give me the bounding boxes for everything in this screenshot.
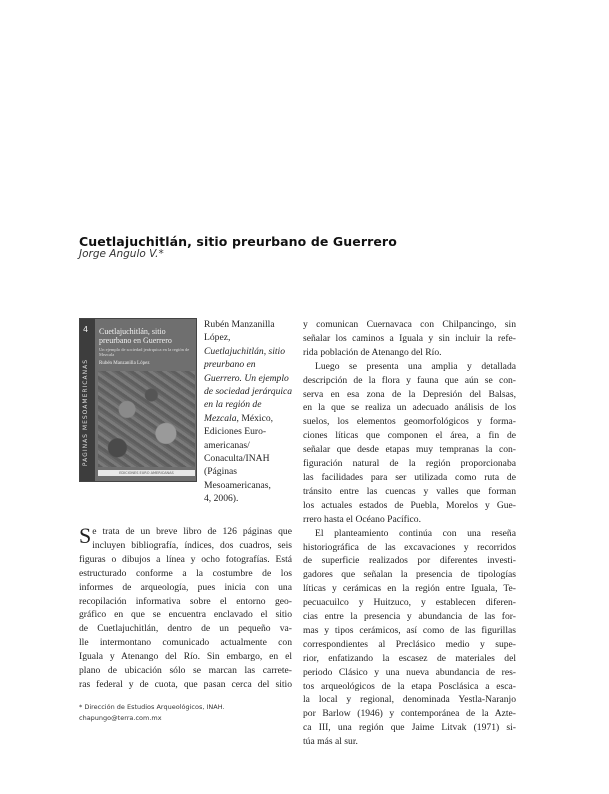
text-line: gadores que señalan la presencia de tipologías	[303, 569, 516, 581]
text-line: túa más al sur.	[303, 736, 358, 748]
reference-line: Mezcala, México,	[204, 412, 274, 424]
book-cover-image	[79, 318, 197, 482]
cover-subtitle: Un ejemplo de sociedad jerárquica en la región de Mezcala	[99, 347, 190, 357]
text-line: señalar los caminos a Iguala y sin incluir la refe-	[303, 332, 516, 344]
reference-line: preurbano en	[204, 359, 256, 371]
text-line: Iguala y Atenango del Río. Sin embargo, en el	[79, 651, 292, 663]
text-line: de Cuetlajuchitlán, dentro de un pequeño va-	[79, 623, 292, 635]
left-column-text	[79, 525, 292, 692]
text-line: lle intermontano comunicado actualmente con	[79, 637, 292, 649]
article-author: Jorge Angulo V.*	[79, 248, 164, 260]
reference-line: 4, 2006).	[204, 493, 239, 505]
text-line: ras federal y de cuota, que pasan cerca del sitio	[79, 678, 292, 690]
reference-line: Conaculta/INAH	[204, 453, 270, 465]
reference-line: Cuetlajuchitlán, sitio	[204, 345, 286, 357]
text-line: y comunican Cuernavaca con Chilpancingo, sin	[303, 319, 516, 330]
text-line: los actuales estados de Puebla, Morelos y Gue-	[303, 499, 516, 511]
text-line: figuras o dibujos a línea y ocho fotografías. Está	[79, 553, 292, 565]
text-line: cias entre la presencia y abundancia de las for-	[303, 611, 516, 623]
reference-line: Mesoamericanas,	[204, 479, 271, 491]
paragraph-2	[303, 360, 516, 527]
text-line: El planteamiento continúa con una reseña	[315, 527, 516, 539]
text-line: e trata de un breve libro de 126 páginas que	[92, 526, 292, 537]
text-line: Luego se presenta una amplia y detallada	[315, 360, 516, 372]
cover-title: Cuetlajuchitlán, sitio preurbano en Guerrero	[99, 327, 172, 345]
book-reference	[204, 318, 292, 506]
paragraph-1	[303, 318, 516, 360]
text-line: las facilidades para ser utilizada como ruta de	[303, 471, 516, 483]
text-line: tránsito entre las cuencas y valles que forman	[303, 485, 516, 497]
text-line: periodo Clásico y una nueva abundancia de res-	[303, 666, 516, 678]
text-line: en la que se realiza un adecuado análisis de los	[303, 402, 516, 414]
reference-line: (Páginas	[204, 466, 238, 478]
text-line: señalar que desde etapas muy tempranas la con-	[303, 444, 516, 456]
text-line: suelos, los elementos geomorfológicos y forma-	[303, 416, 516, 428]
text-line: la local y regional, denominada Yestla-Naranjo	[303, 694, 516, 706]
paragraph-3	[303, 527, 516, 750]
text-line: ca III, una región que Jaime Litvak (1971) si-	[303, 722, 516, 734]
drop-cap: S	[79, 523, 92, 548]
left-column	[79, 525, 292, 692]
text-line: líticas y cerámicas en la región entre Iguala, Te-	[303, 583, 516, 595]
text-line: estructurado conforme a la costumbre de los	[79, 567, 292, 579]
text-line: rida población de Atenango del Río.	[303, 346, 442, 358]
reference-line: Ediciones Euro-	[204, 426, 267, 438]
text-line: rrero hasta el Océano Pacífico.	[303, 513, 421, 525]
text-line: historiográfica de las excavaciones y recorridos	[303, 541, 516, 553]
reference-line: Guerrero. Un ejemplo	[204, 372, 289, 384]
text-line: pecuacuilco y Huitzuco, y establecen diferen-	[303, 597, 516, 609]
reference-line: en la región de	[204, 399, 262, 411]
cover-author: Rubén Manzanilla López	[99, 361, 150, 366]
reference-line: americanas/	[204, 439, 250, 451]
reference-line: López,	[204, 332, 231, 344]
text-line: tos arqueológicos de la etapa Posclásica a esca-	[303, 680, 516, 692]
reference-line: Rubén Manzanilla	[204, 319, 275, 330]
text-line: recopilación informativa sobre el entorno geo-	[79, 595, 292, 607]
cover-aerial-photo	[98, 371, 195, 467]
text-line: rior, enfatizando la escasez de materiales del	[303, 652, 516, 664]
text-line: correspondientes al Preclásico medio y supe-	[303, 638, 516, 650]
footnote-line: * Dirección de Estudios Arqueológicos, INAH.	[79, 703, 225, 711]
text-line: descripción de la flora y fauna que aún se con-	[303, 374, 516, 386]
footnote-line: chapungo@terra.com.mx	[79, 714, 162, 722]
text-line: figuración natural de la región proporcionaba	[303, 458, 516, 470]
cover-series-name: PÁGINAS MESOAMERICANAS	[82, 359, 89, 467]
article-title: Cuetlajuchitlán, sitio preurbano de Guerrero	[79, 234, 397, 249]
text-line: informes de arqueología, pues inicia con una	[79, 581, 292, 593]
cover-publisher: EDICIONES EURO AMERICANAS	[98, 470, 195, 476]
text-line: mas y tipos cerámicos, así como de las figurillas	[303, 624, 516, 636]
footnote	[79, 702, 309, 724]
reference-line: de sociedad jerárquica	[204, 386, 293, 398]
text-line: serva en esa zona de la Depresión del Balsas,	[303, 388, 516, 400]
text-line: de superficie realizados por diferentes investi-	[303, 555, 516, 567]
text-line: por Barlow (1946) y contemporánea de la Azte-	[303, 708, 516, 720]
text-line: incluyen bibliografía, índices, dos cuadros, seis	[92, 539, 292, 551]
text-line: plano de ubicación sólo se marcan las carrete-	[79, 665, 292, 677]
cover-series-number: 4	[83, 325, 89, 334]
text-line: gráfico en que se encuentra enclavado el sitio	[79, 609, 292, 621]
right-column	[303, 318, 516, 749]
text-line: ciones líticas que componen el área, a fin de	[303, 430, 516, 442]
